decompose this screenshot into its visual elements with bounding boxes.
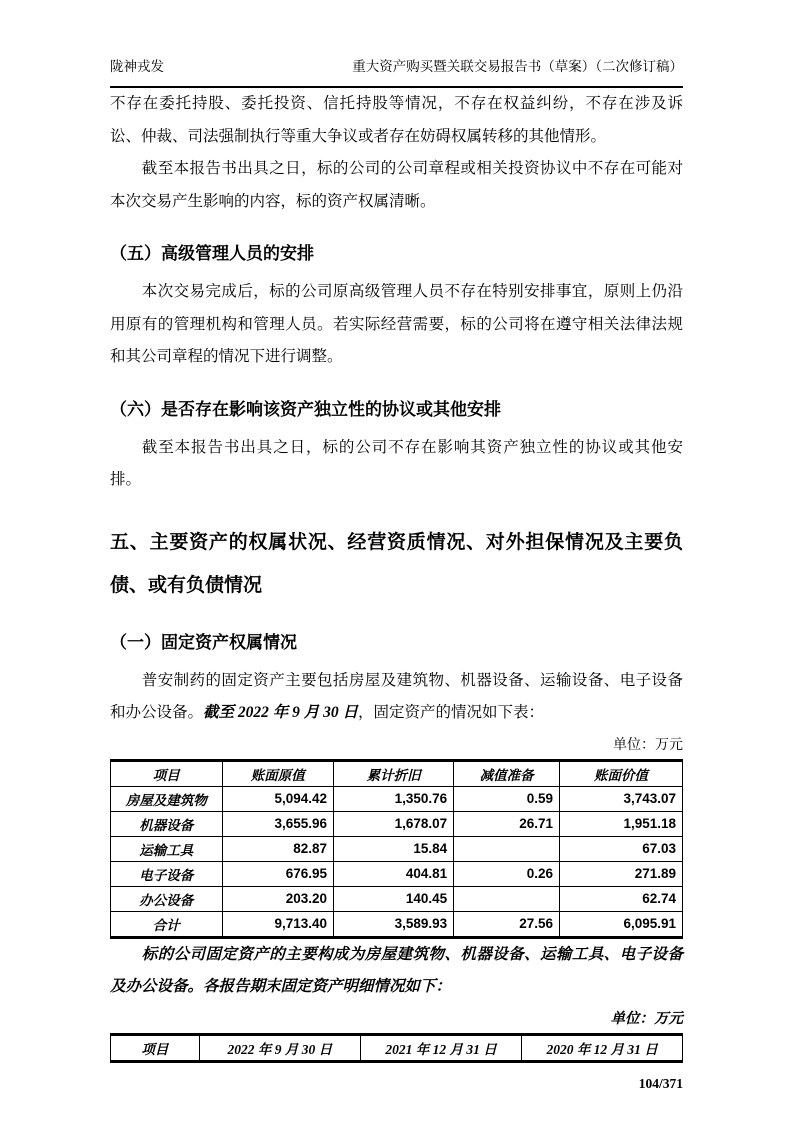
col-header-2022-09-30: 2022 年 9 月 30 日	[199, 1034, 360, 1061]
row-label: 电子设备	[111, 861, 223, 886]
col-header-book-value: 账面价值	[559, 760, 682, 786]
fixed-assets-intro-regular: 普安制药的固定资产主要包括房屋及建筑物、机器设备、运输设备、电子设备和办公设备。	[110, 671, 683, 721]
cell-value: 3,589.93	[334, 911, 454, 937]
cell-value: 67.03	[559, 836, 682, 861]
cell-value	[454, 836, 560, 861]
fixed-assets-intro-date: 截至 2022 年 9 月 30 日	[203, 704, 359, 721]
cell-value: 9,713.40	[222, 911, 334, 937]
cell-value: 271.89	[559, 861, 682, 886]
row-label: 房屋及建筑物	[111, 786, 223, 811]
col-header-item: 项目	[111, 1034, 200, 1061]
row-label: 办公设备	[111, 886, 223, 911]
unit-label-2: 单位：万元	[610, 1010, 683, 1027]
fixed-assets-detail-table	[110, 1033, 683, 1063]
running-header	[110, 0, 683, 88]
table-row	[111, 811, 683, 836]
col-header-impairment: 减值准备	[454, 760, 560, 786]
paragraph-ownership-continuation: 不存在委托持股、委托投资、信托持股等情况，不存在权益纠纷，不存在涉及诉讼、仲裁、司法强制执行等重大争议或者存在妨碍权属转移的其他情形。	[110, 95, 683, 145]
paragraph-fixed-assets-intro	[110, 665, 683, 730]
cell-value: 203.20	[222, 886, 334, 911]
col-header-2021-12-31: 2021 年 12 月 31 日	[360, 1034, 521, 1061]
fixed-assets-summary-table	[110, 759, 683, 939]
paragraph-fixed-assets-composition: 标的公司固定资产的主要构成为房屋建筑物、机器设备、运输工具、电子设备及办公设备。各报告期末固定资产明细情况如下：	[110, 945, 683, 995]
section-heading-senior-management: （五）高级管理人员的安排	[110, 244, 314, 263]
cell-value: 3,743.07	[559, 786, 682, 811]
table-header-row	[111, 760, 683, 786]
table-row	[111, 786, 683, 811]
header-company-name: 陇神戎发	[110, 59, 164, 74]
cell-value	[454, 886, 560, 911]
page-number: 104/371	[638, 1075, 683, 1091]
cell-value: 0.59	[454, 786, 560, 811]
table-header-row	[111, 1034, 683, 1061]
cell-value: 1,678.07	[334, 811, 454, 836]
unit-label-1: 单位：万元	[613, 737, 683, 753]
col-header-2020-12-31: 2020 年 12 月 31 日	[522, 1034, 683, 1061]
table-row	[111, 836, 683, 861]
cell-value: 140.45	[334, 886, 454, 911]
cell-value: 404.81	[334, 861, 454, 886]
cell-value: 676.95	[222, 861, 334, 886]
cell-value: 3,655.96	[222, 811, 334, 836]
col-header-depreciation: 累计折旧	[334, 760, 454, 786]
section-heading-asset-independence: （六）是否存在影响该资产独立性的协议或其他安排	[110, 399, 501, 419]
cell-value: 5,094.42	[222, 786, 334, 811]
paragraph-charter-no-impact: 截至本报告书出具之日，标的公司的公司章程或相关投资协议中不存在可能对本次交易产生影响的内容，标的资产权属清晰。	[110, 160, 683, 210]
table-total-row	[111, 911, 683, 937]
table-row	[111, 886, 683, 911]
cell-value: 15.84	[334, 836, 454, 861]
col-header-item: 项目	[111, 760, 223, 786]
row-label: 机器设备	[111, 811, 223, 836]
cell-value: 6,095.91	[559, 911, 682, 937]
row-label: 运输工具	[111, 836, 223, 861]
cell-value: 1,951.18	[559, 811, 682, 836]
cell-value: 26.71	[454, 811, 560, 836]
table-row	[111, 861, 683, 886]
header-report-title: 重大资产购买暨关联交易报告书（草案）（二次修订稿）	[352, 59, 683, 74]
sub-heading-fixed-asset-ownership: （一）固定资产权属情况	[110, 632, 297, 652]
cell-value: 62.74	[559, 886, 682, 911]
cell-value: 82.87	[222, 836, 334, 861]
row-label-total: 合计	[111, 911, 223, 937]
paragraph-asset-independence: 截至本报告书出具之日，标的公司不存在影响其资产独立性的协议或其他安排。	[110, 438, 683, 488]
col-header-orig-value: 账面原值	[222, 760, 334, 786]
cell-value: 27.56	[454, 911, 560, 937]
cell-value: 1,350.76	[334, 786, 454, 811]
fixed-assets-intro-tail: ，固定资产的情况如下表：	[358, 704, 545, 721]
chapter-heading-major-assets: 五、主要资产的权属状况、经营资质情况、对外担保情况及主要负债、或有负债情况	[110, 531, 683, 596]
paragraph-senior-management: 本次交易完成后，标的公司原高级管理人员不存在特别安排事宜，原则上仍沿用原有的管理机构和管理人员。若实际经营需要，标的公司将在遵守相关法律法规和其公司章程的情况下进行调整。	[110, 283, 683, 365]
cell-value: 0.26	[454, 861, 560, 886]
